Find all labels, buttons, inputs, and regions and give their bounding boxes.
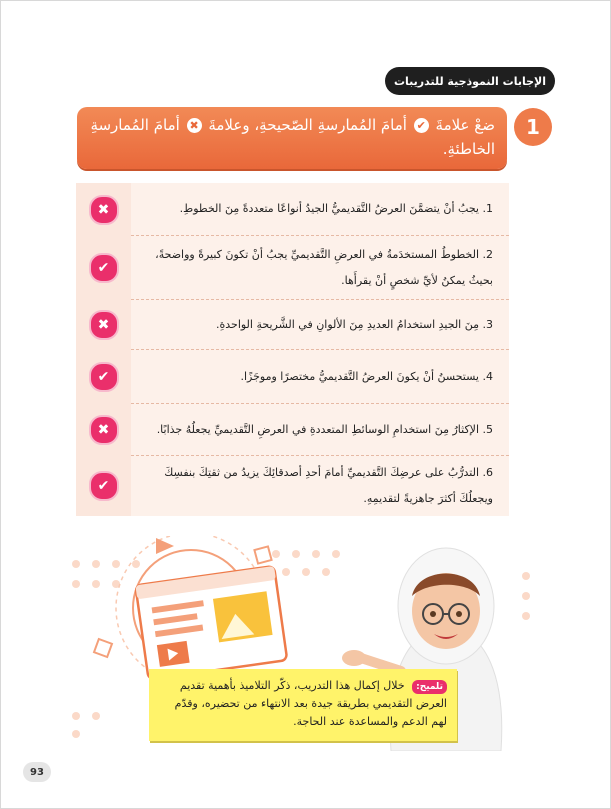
answer-row	[76, 456, 509, 516]
question-number: 1	[514, 108, 552, 146]
question-prompt	[77, 107, 507, 169]
check-icon: ✔	[414, 118, 429, 133]
tip-label: تلميح:	[412, 680, 447, 694]
check-icon: ✔	[89, 362, 119, 392]
cross-icon: ✖	[187, 118, 202, 133]
page-number: 93	[23, 762, 51, 782]
cross-icon: ✖	[89, 195, 119, 225]
check-icon: ✔	[89, 471, 119, 501]
answers-table	[76, 183, 509, 516]
statement-text: 2. الخطوطُ المستخدَمةُ في العرضِ التَّقديميِّ يجبُ أنْ تكونَ كبيرةً وواضحةً، بحيثُ يمكنُ لأيِّ شخصٍ أنْ يقرأَها.	[131, 236, 509, 300]
answer-row	[76, 236, 509, 300]
question-text-part2: أمامَ المُمارسةِ الصّحيحةِ، وعلامةَ	[208, 116, 407, 134]
statement-text: 4. يستحسنُ أنْ يكونَ العرضُ التَّقديميُّ مختصرًا وموجَزًا.	[131, 350, 509, 404]
cross-icon: ✖	[89, 310, 119, 340]
statement-text: 1. يجبُ أنْ يتضمَّنَ العرضُ التَّقديميُّ الجيدُ أنواعًا متعددةً مِنَ الخطوطِ.	[131, 183, 509, 236]
check-icon: ✔	[89, 253, 119, 283]
tip-text: خلال إكمال هذا التدريب، ذكّر التلاميذ بأهمية تقديم العرض التقديمي بطريقة جيدة بعد الانتهاء من تحضيره، وقدّم لهم الدعم والمساعدة عند الحاجة.	[174, 679, 447, 728]
answer-row	[76, 183, 509, 236]
cross-icon: ✖	[89, 415, 119, 445]
section-title: الإجابات النموذجية للتدريبات	[385, 67, 555, 95]
tip-note	[149, 669, 457, 741]
answer-row	[76, 404, 509, 456]
question-text-part1: ضعْ علامةَ	[435, 116, 495, 134]
answer-row	[76, 350, 509, 404]
statement-text: 6. التدرُّبُ على عرضِكَ التَّقديميِّ أمامَ أحدِ أصدقائِكَ يزيدُ من ثقتِكَ بنفسِكَ ويجعلُكَ أكثرَ جاهزيةً لتقديمِهِ.	[131, 456, 509, 516]
statement-text: 5. الإكثارُ مِنَ استخدامِ الوسائطِ المتعددةِ في العرضِ التَّقديميِّ يجعلُهُ جذابًا.	[131, 404, 509, 456]
answer-row	[76, 300, 509, 350]
question-text-part3: أمامَ المُمارسةِ الخاطئةِ.	[90, 116, 495, 158]
statement-text: 3. مِنَ الجيدِ استخدامُ العديدِ مِنَ الألوانِ في الشَّريحةِ الواحدةِ.	[131, 300, 509, 350]
